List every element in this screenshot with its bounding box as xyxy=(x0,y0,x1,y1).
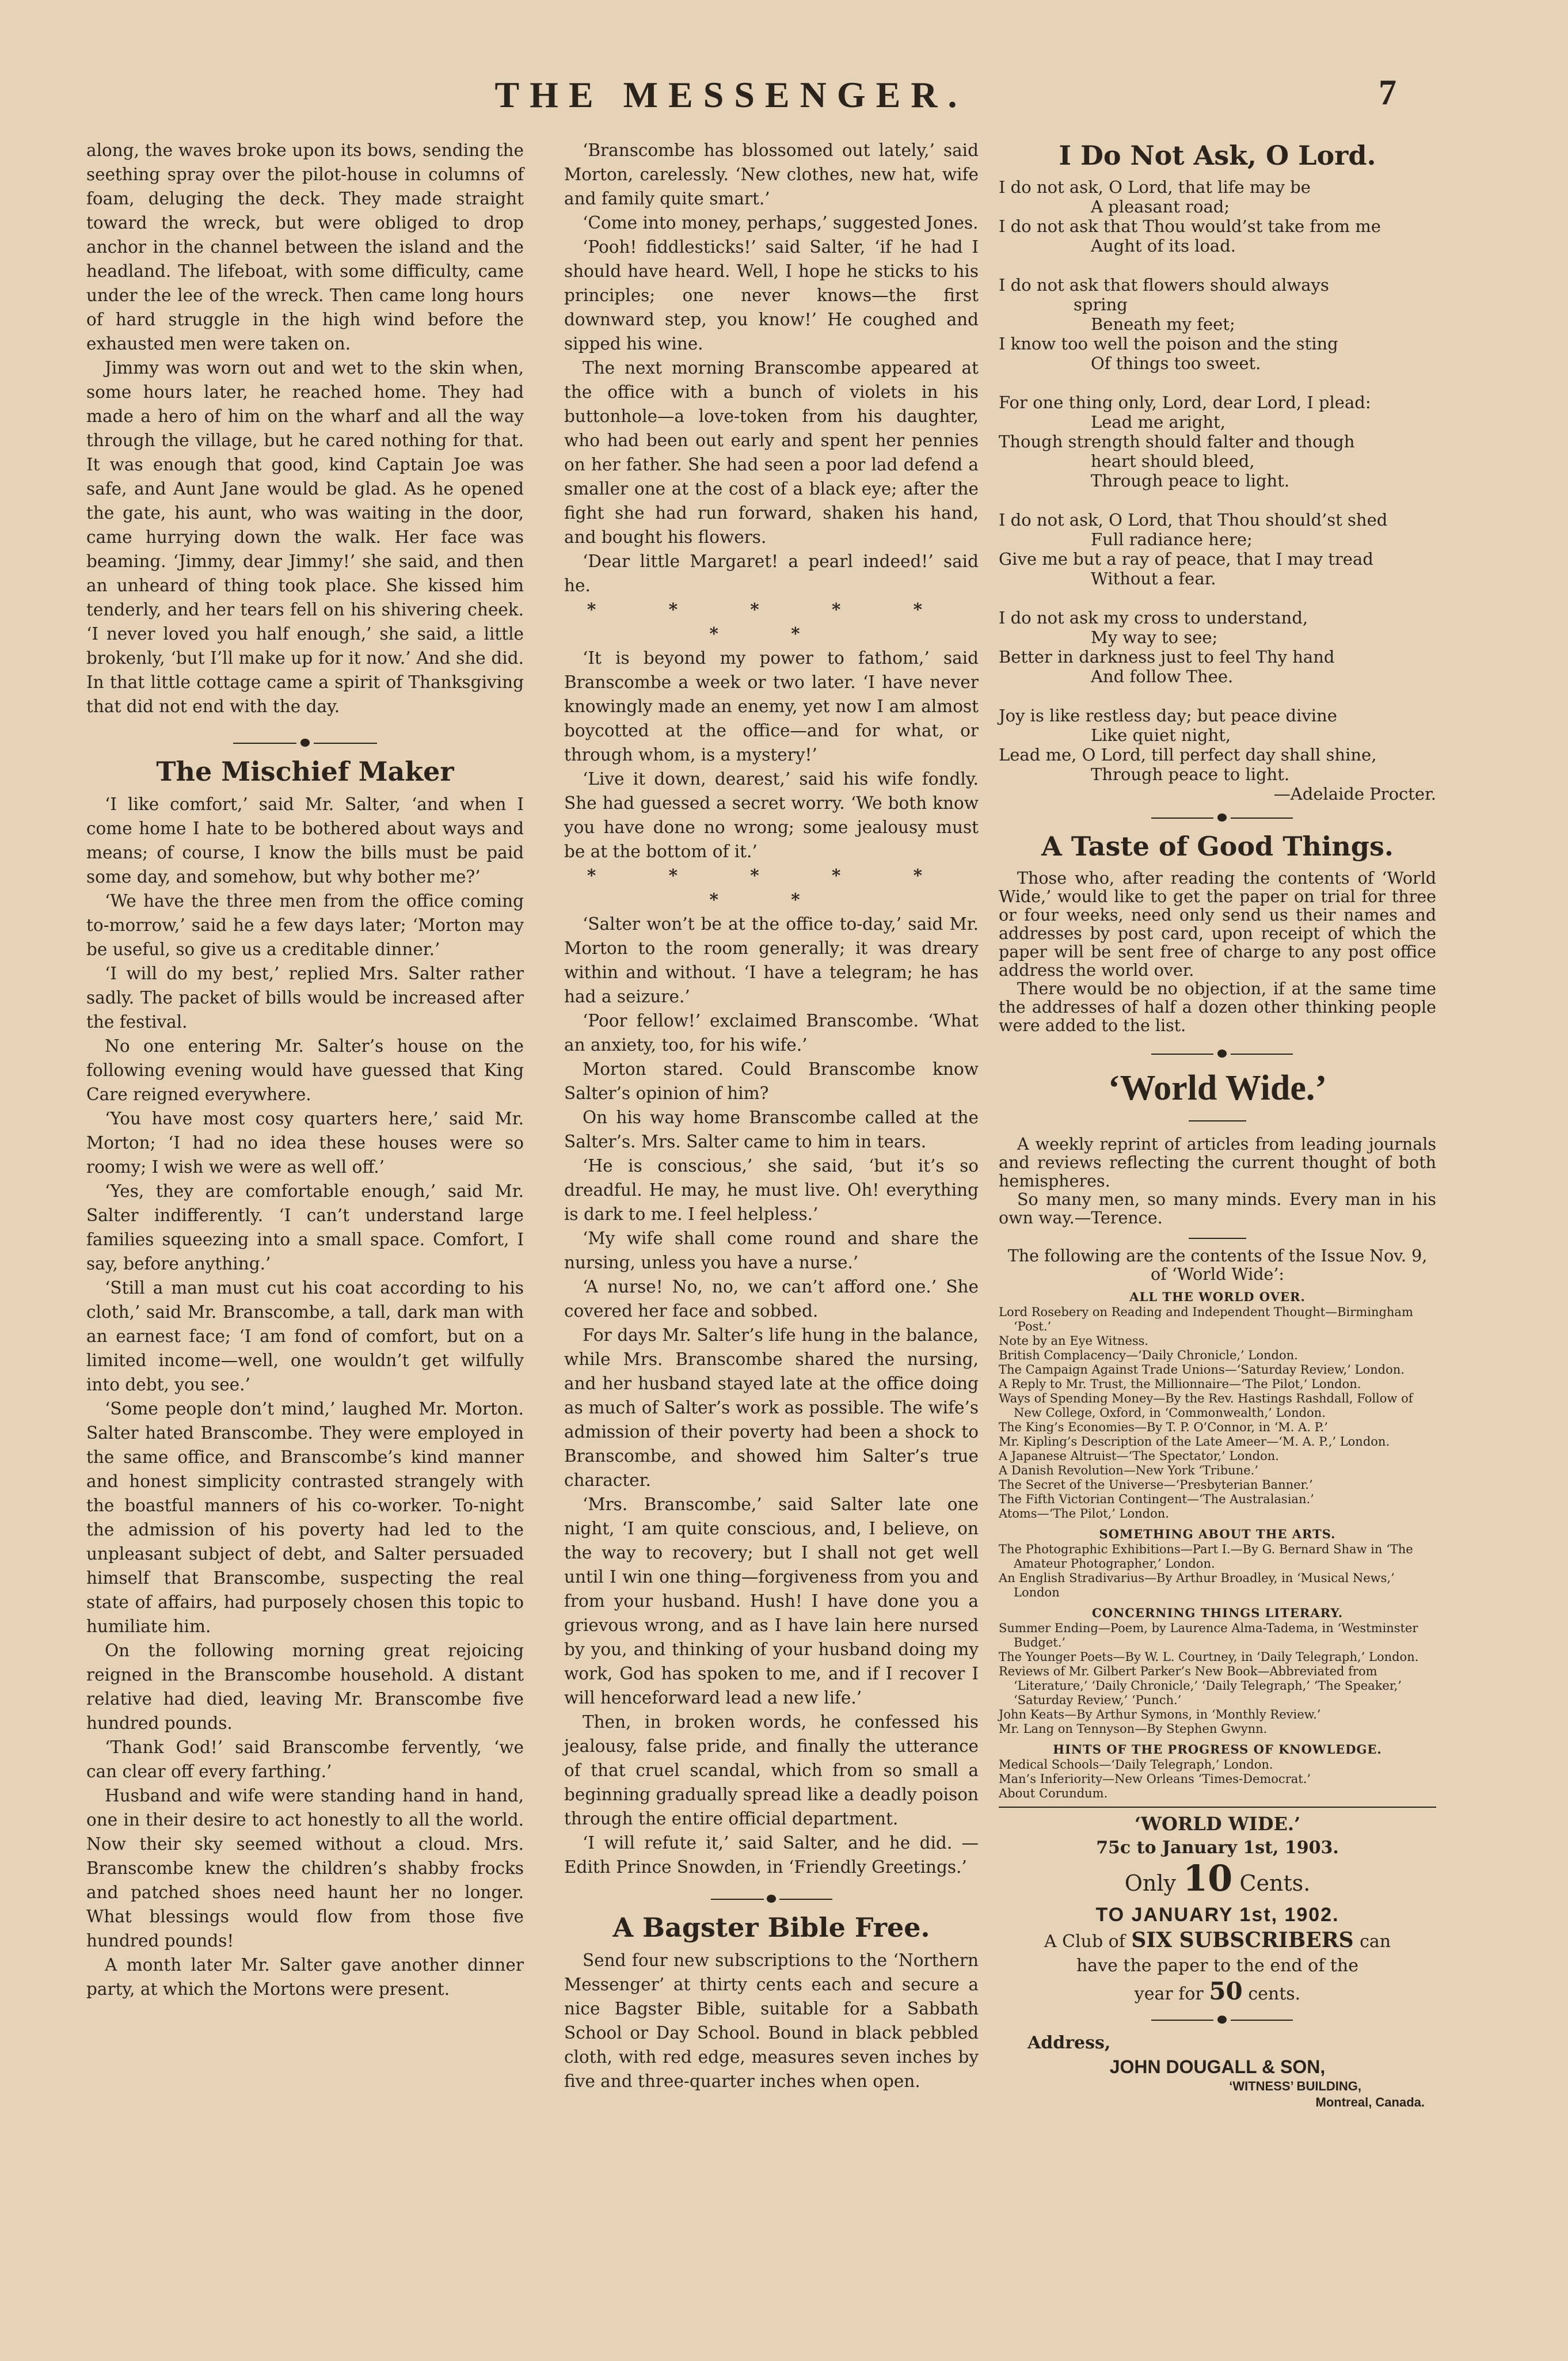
story-paragraph: ‘I will refute it,’ said Salter, and he did. —Edith Prince Snowden, in ‘Friendly Greetings.’ xyxy=(564,1833,979,1877)
contents-item: Mr. Kipling’s Description of the Late Ameer—‘M. A. P.,’ London. xyxy=(999,1435,1390,1448)
poem-line: Though strength should falter and though xyxy=(999,432,1355,451)
poem-line: I do not ask, O Lord, that Thou should’st shed xyxy=(999,510,1388,530)
story-paragraph: ‘I like comfort,’ said Mr. Salter, ‘and when I come home I hate to be bothered about ways and means; of course, I know the bills must be paid some day, and somehow, but why bother me?’ xyxy=(86,794,524,887)
poem-line: Without a fear. xyxy=(1091,569,1216,588)
contents-item: About Corundum. xyxy=(999,1786,1108,1800)
section-break-stars: * * * * * * * xyxy=(587,865,956,910)
contents-item: John Keats—By Arthur Symons, in ‘Monthly Review.’ xyxy=(999,1708,1321,1721)
contents-item: The King’s Economies—By T. P. O’Connor, in ‘M. A. P.’ xyxy=(999,1420,1328,1434)
taste-paragraph: Those who, after reading the contents of ‘World Wide,’ would like to get the paper on trial for three or four weeks, need only send us their names and addresses by post card, upon receipt of which the paper will be sent free of charge to any post office address the world over. xyxy=(999,869,1436,980)
ad-city: Montreal, Canada. xyxy=(1315,2095,1425,2109)
article-title-mischief-maker: The Mischief Maker xyxy=(156,756,454,787)
poem-line: Through peace to light. xyxy=(1091,765,1290,784)
story-paragraph: ‘You have most cosy quarters here,’ said Mr. Morton; ‘I had no idea these houses were so roomy; I wish we were as well off.’ xyxy=(86,1109,524,1177)
story-paragraph: along, the waves broke upon its bows, sending the seething spray over the pilot-house in columns of foam, deluging the deck. They made straight toward the wreck, but were obliged to drop anchor in the channel between the island and the headland. The lifeboat, with some difficulty, came under the lee of the wreck. Then came long hours of hard struggle in the high wind before the exhausted men were taken on. xyxy=(86,140,524,353)
story-paragraph: A month later Mr. Salter gave another dinner party, at which the Mortons were present. xyxy=(86,1955,524,1999)
ad-only: Only xyxy=(1124,1870,1176,1896)
poem-line: Joy is like restless day; but peace divine xyxy=(999,706,1337,725)
contents-item: The Younger Poets—By W. L. Courtney, in ‘Daily Telegraph,’ London. xyxy=(999,1650,1419,1664)
section-divider xyxy=(86,731,524,754)
masthead xyxy=(0,74,1568,120)
ad-to-january: TO JANUARY 1st, 1902. xyxy=(1095,1904,1339,1926)
story-paragraph: ‘It is beyond my power to fathom,’ said Branscombe a week or two later. ‘I have never knowingly made an enemy, yet now I am almost boycotted at the office—and for what, or through whom, is a mystery!’ xyxy=(564,648,979,765)
contents-item: Reviews of Mr. Gilbert Parker’s New Book—Abbreviated from ‘Literature,’ ‘Daily Chronicle,’ ‘Daily Telegraph,’ ‘The Speaker,’ ‘Saturday Review,’ ‘Punch.’ xyxy=(999,1664,1402,1707)
world-wide-motto: So many men, so many minds. Every man in his own way.—Terence. xyxy=(999,1190,1436,1227)
contents-item: An English Stradivarius—By Arthur Broadley, in ‘Musical News,’ London xyxy=(999,1571,1395,1599)
poem-title: I Do Not Ask, O Lord. xyxy=(1059,140,1376,171)
column-1 xyxy=(86,138,524,2001)
poem-line: I do not ask that flowers should always xyxy=(999,275,1329,295)
story-paragraph: ‘He is conscious,’ she said, ‘but it’s so dreadful. He may, he must live. Oh! everything is dark to me. I feel helpless.’ xyxy=(564,1156,979,1224)
poem-line: Of things too sweet. xyxy=(1091,353,1261,373)
story-paragraph: Husband and wife were standing hand in hand, one in their desire to act honestly to all the world. Now their sky seemed without a cloud. Mrs. Branscombe knew the children’s shabby frocks and patched shoes need haunt her no longer. What blessings would flow from those five hundred pounds! xyxy=(86,1786,524,1951)
story-paragraph: ‘Come into money, perhaps,’ suggested Jones. xyxy=(583,213,979,233)
contents-item: Lord Rosebery on Reading and Independent Thought—Birmingham ‘Post.’ xyxy=(999,1305,1413,1333)
contents-item: Ways of Spending Money—By the Rev. Hastings Rashdall, Follow of New College, Oxford, in ‘Commonwealth,’ London. xyxy=(999,1391,1413,1420)
ad-address-label: Address, xyxy=(1027,2033,1111,2053)
contents-item: British Complacency—‘Daily Chronicle,’ London. xyxy=(999,1348,1298,1362)
poem-line: I do not ask that Thou would’st take from me xyxy=(999,216,1381,236)
newspaper-title: THE MESSENGER. xyxy=(494,74,968,115)
column-2 xyxy=(564,138,979,2093)
bagster-offer: Send four new subscriptions to the ‘Northern Messenger’ at thirty cents each and secure a nice Bagster Bible, suitable for a Sabbath School or Day School. Bound in black pebbled cloth, with red edge, measures seven inches by five and three-quarter inches when open. xyxy=(564,1951,979,2091)
contents-item: Atoms—‘The Pilot,’ London. xyxy=(999,1507,1169,1520)
story-paragraph: No one entering Mr. Salter’s house on the following evening would have guessed that King Care reigned everywhere. xyxy=(86,1036,524,1104)
poem-line: Lead me, O Lord, till perfect day shall shine, xyxy=(999,745,1377,765)
world-wide-intro: A weekly reprint of articles from leading journals and reviews reflecting the current thought of both hemispheres. xyxy=(999,1135,1436,1191)
contents-item: Medical Schools—‘Daily Telegraph,’ London. xyxy=(999,1758,1273,1771)
contents-section-head: ALL THE WORLD OVER. xyxy=(1129,1290,1306,1304)
poem-line: Full radiance here; xyxy=(1091,530,1253,549)
poem-line: Give me but a ray of peace, that I may tread xyxy=(999,549,1373,569)
section-divider xyxy=(999,1042,1436,1065)
world-wide-heading: ‘World Wide.’ xyxy=(1108,1069,1327,1108)
poem-line: For one thing only, Lord, dear Lord, I plead: xyxy=(999,393,1371,412)
poem-line: I do not ask my cross to understand, xyxy=(999,608,1308,628)
contents-item: Mr. Lang on Tennyson—By Stephen Gwynn. xyxy=(999,1722,1268,1736)
story-paragraph: ‘Live it down, dearest,’ said his wife fondly. She had guessed a secret worry. ‘We both know you have done no wrong; some jealousy must be at the bottom of it.’ xyxy=(564,769,979,861)
story-paragraph: ‘Salter won’t be at the office to-day,’ said Mr. Morton to the room generally; it was dreary within and without. ‘I have a telegram; he has had a seizure.’ xyxy=(564,914,979,1006)
story-paragraph: ‘Dear little Margaret! a pearl indeed!’ said he. xyxy=(564,552,979,595)
contents-item: The Fifth Victorian Contingent—‘The Australasian.’ xyxy=(999,1492,1314,1506)
ad-title: ‘WORLD WIDE.’ xyxy=(1134,1813,1301,1835)
story-paragraph: ‘Pooh! fiddlesticks!’ said Salter, ‘if he had I should have heard. Well, I hope he sticks to his principles; one never knows—the first downward step, you know!’ He coughed and sipped his wine. xyxy=(564,237,979,353)
column-3 xyxy=(999,138,1436,2111)
story-paragraph: ‘A nurse! No, no, we can’t afford one.’ She covered her face and sobbed. xyxy=(564,1277,979,1321)
subscription-advertisement xyxy=(999,1811,1436,2111)
contents-item: Note by an Eye Witness. xyxy=(999,1334,1149,1348)
poem-line: spring xyxy=(1074,295,1128,314)
poem-line: Aught of its load. xyxy=(1091,236,1236,256)
story-paragraph: ‘Still a man must cut his coat according to his cloth,’ said Mr. Branscombe, a tall, dark man with an earnest face; ‘I am fond of comfort, but on a limited income—well, one wouldn’t get wilfully into debt, you see.’ xyxy=(86,1278,524,1394)
ad-year-b: cents. xyxy=(1248,1984,1301,2004)
article-title-taste: A Taste of Good Things. xyxy=(1041,831,1394,862)
ad-year-a: year for xyxy=(1134,1984,1204,2004)
poem-line: Through peace to light. xyxy=(1091,471,1290,491)
contents-item: Summer Ending—Poem, by Laurence Alma-Tadema, in ‘Westminster Budget.’ xyxy=(999,1621,1418,1649)
poem-line: Better in darkness just to feel Thy hand xyxy=(999,647,1335,667)
story-paragraph: ‘Thank God!’ said Branscombe fervently, ‘we can clear off every farthing.’ xyxy=(86,1738,524,1781)
ad-price: 10 xyxy=(1183,1857,1233,1899)
story-paragraph: ‘My wife shall come round and share the nursing, unless you have a nurse.’ xyxy=(564,1229,979,1272)
poem-line: I know too well the poison and the sting xyxy=(999,334,1338,353)
poem-line: Beneath my feet; xyxy=(1091,314,1235,334)
section-break-stars: * * * * * * * xyxy=(587,599,956,644)
section-divider xyxy=(564,1887,979,1910)
ad-publisher: JOHN DOUGALL & SON, xyxy=(1109,2056,1326,2077)
story-paragraph: On the following morning great rejoicing reigned in the Branscombe household. A distant relative had died, leaving Mr. Branscombe five hundred pounds. xyxy=(86,1641,524,1733)
story-paragraph: ‘I will do my best,’ replied Mrs. Salter rather sadly. The packet of bills would be increased after the festival. xyxy=(86,964,524,1032)
poem-line: I do not ask, O Lord, that life may be xyxy=(999,177,1311,197)
contents-item: A Japanese Altruist—‘The Spectator,’ London. xyxy=(999,1449,1279,1463)
section-divider xyxy=(999,806,1436,829)
contents-item: Man’s Inferiority—New Orleans ‘Times-Democrat.’ xyxy=(999,1772,1311,1786)
ad-cents: Cents. xyxy=(1239,1870,1311,1896)
story-paragraph: On his way home Branscombe called at the Salter’s. Mrs. Salter came to him in tears. xyxy=(564,1108,979,1151)
section-divider xyxy=(999,2008,1436,2031)
page-number: 7 xyxy=(1379,73,1396,112)
story-paragraph: ‘Some people don’t mind,’ laughed Mr. Morton. Salter hated Branscombe. They were employed in the same office, and Branscombe’s kind manner and honest simplicity contrasted strangely with the boastful manners of his co-worker. To-night the admission of his poverty had led to the unpleasant subject of debt, and Salter persuaded himself that Branscombe, suspecting the real state of affairs, had purposely chosen this topic to humiliate him. xyxy=(86,1399,524,1636)
poem-line: My way to see; xyxy=(1091,628,1218,647)
poem-author: —Adelaide Procter. xyxy=(1273,784,1436,804)
story-paragraph: Jimmy was worn out and wet to the skin when, some hours later, he reached home. They had made a hero of him on the wharf and all the way through the village, but he cared nothing for that. It was enough that good, kind Captain Joe was safe, and Aunt Jane would be glad. As he opened the gate, his aunt, who was waiting in the door, came hurrying down the walk. Her face was beaming. ‘Jimmy, dear Jimmy!’ she said, and then an unheard of thing took place. She kissed him tenderly, and her tears fell on his shivering cheek. ‘I never loved you half enough,’ she said, a little brokenly, ‘but I’ll make up for it now.’ And she did. In that little cottage came a spirit of Thanksgiving that did not end with the day. xyxy=(86,358,524,716)
ad-have-paper: have the paper to the end of the xyxy=(1076,1956,1358,1976)
poem-line: Like quiet night, xyxy=(1091,725,1231,745)
contents-section-head: CONCERNING THINGS LITERARY. xyxy=(1091,1606,1344,1620)
contents-item: A Reply to Mr. Trust, the Millionnaire—‘The Pilot,’ London. xyxy=(999,1377,1361,1391)
ad-club-b: SIX SUBSCRIBERS xyxy=(1131,1928,1354,1952)
story-paragraph: ‘We have the three men from the office coming to-morrow,’ said he a few days later; ‘Morton may be useful, so give us a creditable dinner.’ xyxy=(86,891,524,959)
story-paragraph: The next morning Branscombe appeared at the office with a bunch of violets in his buttonhole—a love-token from his daughter, who had been out early and spent her pennies on her father. She had seen a poor lad defend a smaller one at the cost of a black eye; after the fight she had run forward, shaken his hand, and bought his flowers. xyxy=(564,358,979,547)
poem-line: Lead me aright, xyxy=(1091,412,1226,432)
article-title-bagster-bible: A Bagster Bible Free. xyxy=(612,1912,930,1943)
contents-item: The Secret of the Universe—‘Presbyterian Banner.’ xyxy=(999,1478,1313,1492)
advertisement-top-rule xyxy=(999,1807,1436,1808)
contents-section-head: SOMETHING ABOUT THE ARTS. xyxy=(1099,1527,1336,1541)
story-paragraph: ‘Yes, they are comfortable enough,’ said Mr. Salter indifferently. ‘I can’t understand large families squeezing into a small space. Comfort, I say, before anything.’ xyxy=(86,1181,524,1273)
poem-line: A pleasant road; xyxy=(1091,197,1230,216)
contents-section-head: HINTS OF THE PROGRESS OF KNOWLEDGE. xyxy=(1053,1742,1382,1757)
poem-line: heart should bleed, xyxy=(1091,451,1255,471)
poem xyxy=(999,177,1436,804)
contents-item: The Photographic Exhibitions—Part I.—By G. Bernard Shaw in ‘The Amateur Photographer,’ London. xyxy=(999,1542,1413,1571)
contents-list xyxy=(999,1290,1436,1801)
contents-item: The Campaign Against Trade Unions—‘Saturday Review,’ London. xyxy=(999,1363,1405,1377)
ad-building: ‘WITNESS’ BUILDING, xyxy=(1229,2079,1361,2093)
short-rule xyxy=(1189,1238,1246,1239)
ad-year-price: 50 xyxy=(1209,1977,1243,2005)
story-paragraph: Morton stared. Could Branscombe know Salter’s opinion of him? xyxy=(564,1059,979,1103)
story-paragraph: For days Mr. Salter’s life hung in the balance, while Mrs. Branscombe shared the nursing, and her husband stayed late at the office doing as much of Salter’s work as possible. The wife’s admission of their poverty had been a shock to Branscombe, and showed him Salter’s true character. xyxy=(564,1325,979,1490)
ad-date-line: 75c to January 1st, 1903. xyxy=(1096,1838,1339,1858)
contents-item: A Danish Revolution—New York ‘Tribune.’ xyxy=(999,1463,1259,1477)
short-rule xyxy=(1189,1120,1246,1121)
contents-intro: The following are the contents of the Issue Nov. 9, of ‘World Wide’: xyxy=(1007,1246,1428,1284)
ad-club-c: can xyxy=(1360,1932,1391,1952)
ad-club-a: A Club of xyxy=(1044,1932,1125,1952)
poem-line: And follow Thee. xyxy=(1091,667,1234,686)
story-paragraph: ‘Mrs. Branscombe,’ said Salter late one night, ‘I am quite conscious, and, I believe, on the way to recovery; but I shall not get well until I win one thing—forgiveness from you and from your husband. Hush! I have done you a grievous wrong, and as I have lain here nursed by you, and thinking of your husband doing my work, God has spoken to me, and if I recover I will henceforward lead a new life.’ xyxy=(564,1495,979,1708)
story-paragraph: ‘Branscombe has blossomed out lately,’ said Morton, carelessly. ‘New clothes, new hat, wife and family quite smart.’ xyxy=(564,140,979,208)
taste-paragraph: There would be no objection, if at the same time the addresses of half a dozen other thinking people were added to the list. xyxy=(999,979,1436,1035)
story-paragraph: Then, in broken words, he confessed his jealousy, false pride, and finally the utterance of that cruel scandal, which from so small a beginning gradually spread like a deadly poison through the entire official department. xyxy=(564,1712,979,1828)
story-paragraph: ‘Poor fellow!’ exclaimed Branscombe. ‘What an anxiety, too, for his wife.’ xyxy=(564,1011,979,1055)
